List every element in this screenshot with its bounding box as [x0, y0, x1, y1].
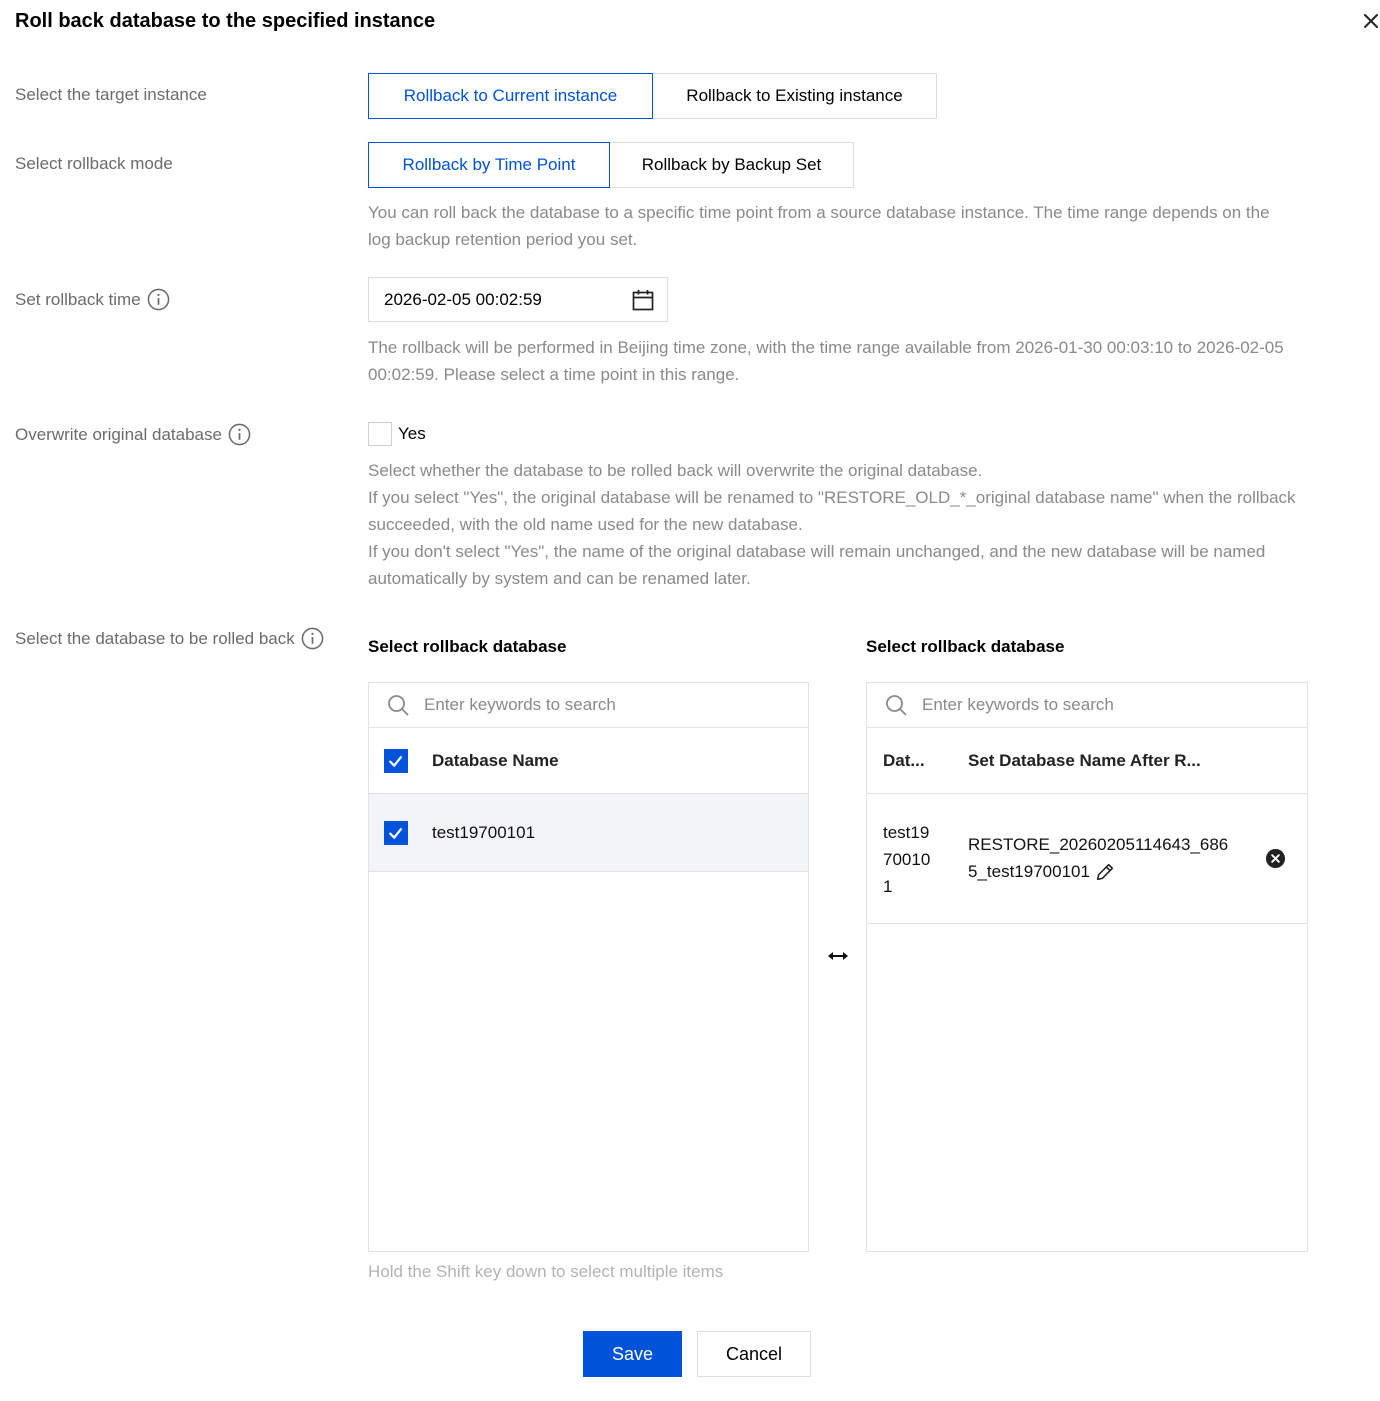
right-panel-title: Select rollback database [866, 637, 1065, 656]
info-icon[interactable] [228, 423, 251, 446]
rollback-time-label: Set rollback time [15, 288, 170, 311]
rollback-mode-help: You can roll back the database to a specific time point from a source database instance. The time range depends on the log backup retention period you set. [368, 203, 1270, 249]
check-icon [385, 822, 407, 844]
source-db-name: test19 70010 1 [883, 823, 931, 896]
overwrite-checkbox-row[interactable]: Yes [368, 422, 426, 446]
overwrite-checkbox[interactable] [368, 422, 392, 446]
search-icon [884, 693, 908, 717]
target-instance-segment [368, 73, 937, 119]
check-icon [385, 750, 407, 772]
edit-icon[interactable] [1094, 861, 1116, 883]
right-search-input[interactable]: Enter keywords to search [867, 683, 1307, 728]
target-instance-label: Select the target instance [15, 85, 207, 104]
rollback-mode-segment [368, 142, 854, 188]
rollback-time-input[interactable]: 2026-02-05 00:02:59 [368, 277, 668, 322]
right-transfer-panel [866, 682, 1308, 1252]
info-icon[interactable] [147, 288, 170, 311]
rollback-by-time-point-button[interactable]: Rollback by Time Point [368, 142, 610, 188]
dialog-title: Roll back database to the specified instance [15, 10, 436, 32]
save-button[interactable]: Save [583, 1331, 682, 1377]
close-icon[interactable] [1360, 10, 1380, 32]
overwrite-label: Overwrite original database [15, 423, 251, 446]
left-table-header: Database Name [369, 728, 808, 794]
search-icon [386, 693, 410, 717]
row-checkbox[interactable] [384, 821, 408, 845]
select-db-label: Select the database to be rolled back [15, 627, 324, 650]
left-panel-title: Select rollback database [368, 637, 567, 656]
info-icon[interactable] [301, 627, 324, 650]
rollback-current-instance-button[interactable]: Rollback to Current instance [368, 73, 653, 119]
left-transfer-panel [368, 682, 809, 1252]
calendar-icon[interactable] [631, 288, 655, 312]
remove-icon[interactable] [1265, 848, 1286, 869]
select-all-checkbox[interactable] [384, 749, 408, 773]
table-row[interactable]: test19700101 [369, 794, 808, 872]
multi-select-hint: Hold the Shift key down to select multiple items [368, 1262, 724, 1281]
rollback-mode-label: Select rollback mode [15, 154, 173, 173]
right-table-header: Dat... Set Database Name After R... [867, 728, 1307, 794]
transfer-arrows-icon [827, 948, 849, 964]
new-db-name: RESTORE_20260205114643_686 5_test19700101 [968, 835, 1229, 881]
cancel-button[interactable]: Cancel [697, 1331, 811, 1377]
table-row [867, 794, 1307, 924]
rollback-existing-instance-button[interactable]: Rollback to Existing instance [653, 73, 937, 119]
left-search-input[interactable]: Enter keywords to search [369, 683, 808, 728]
overwrite-help: Select whether the database to be rolled back will overwrite the original database. If you select "Yes", the original database will be renamed to "RESTORE_OLD_*_original database name" when the rollback succeeded, with the old name used for the new database. If you don't select "Yes", the name of the original database will remain unchanged, and the new database will be named automatically by system and can be renamed later. [368, 461, 1296, 588]
rollback-time-help: The rollback will be performed in Beijing time zone, with the time range available from 2026-01-30 00:03:10 to 2026-02-05 00:02:59. Please select a time point in this range. [368, 338, 1284, 384]
rollback-by-backup-set-button[interactable]: Rollback by Backup Set [610, 142, 854, 188]
